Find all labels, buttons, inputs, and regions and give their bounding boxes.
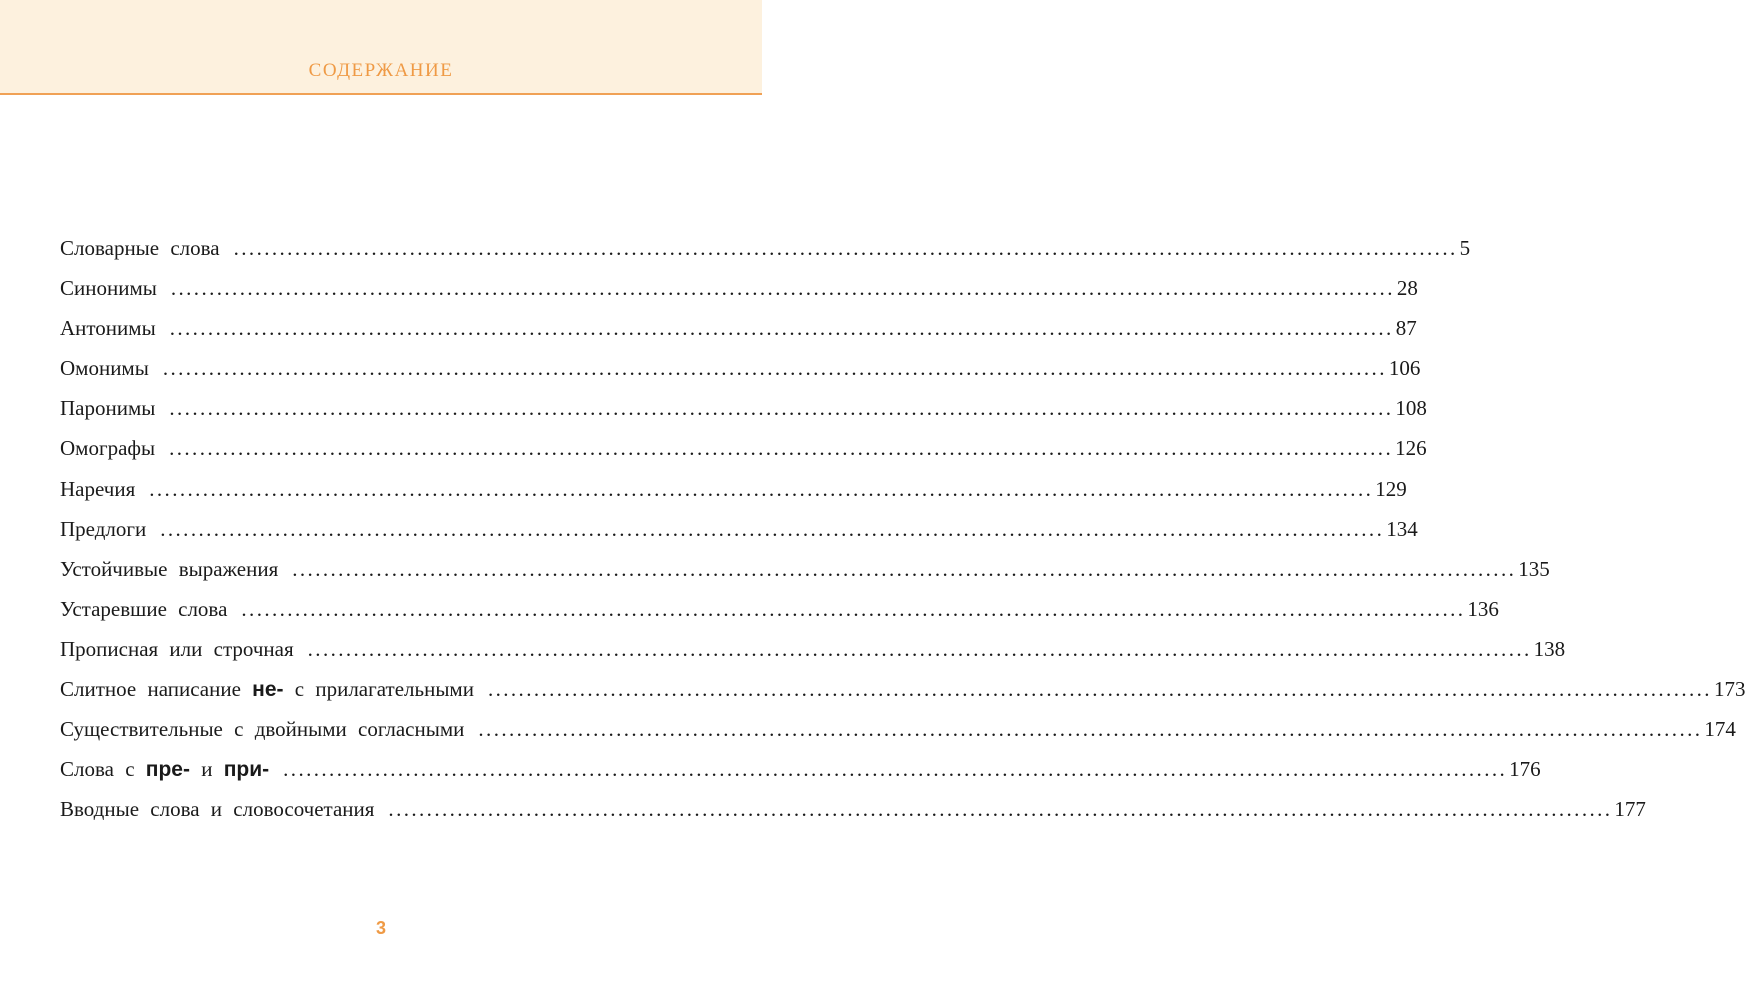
toc-leader-dots: ................................................................................................................................................................ — [307, 636, 1532, 661]
toc-leader-dots: ................................................................................................................................................................ — [160, 516, 1385, 541]
toc-leader-dots: ................................................................................................................................................................ — [169, 396, 1394, 421]
toc-entry-page: 174 — [1704, 717, 1736, 742]
toc-leader-dots: ................................................................................................................................................................ — [487, 677, 1712, 702]
toc-entry-bold-prefix: при- — [223, 758, 270, 782]
toc-leader-dots: ................................................................................................................................................................ — [169, 316, 1394, 341]
toc-leader-dots: ................................................................................................................................................................ — [170, 276, 1395, 301]
toc-entry[interactable] — [60, 556, 1550, 597]
toc-entry-bold-prefix: не- — [252, 678, 284, 702]
toc-leader-dots: ................................................................................................................................................................ — [169, 436, 1394, 461]
toc-entry-title: Слова с пре- и при- — [60, 757, 270, 782]
toc-entry-title: Омонимы — [60, 356, 149, 381]
toc-entry[interactable] — [60, 797, 1646, 837]
toc-entry[interactable] — [60, 596, 1499, 637]
toc-entry-title: Устаревшие слова — [60, 596, 228, 621]
toc-entry[interactable] — [60, 276, 1418, 316]
toc-entry-title: Словарные слова — [60, 236, 220, 260]
toc-leader-dots: ................................................................................................................................................................ — [233, 236, 1458, 260]
toc-entry-title: Существительные с двойными согласными — [60, 717, 465, 742]
toc-entry-page: 176 — [1509, 757, 1541, 782]
toc-entry-title: Омографы — [60, 436, 156, 461]
toc-entry-page: 28 — [1396, 276, 1418, 301]
toc-entry[interactable] — [60, 516, 1418, 557]
toc-entry-title: Антонимы — [60, 316, 156, 341]
toc-entry-page: 129 — [1375, 476, 1407, 501]
toc-entry-page: 106 — [1388, 356, 1421, 381]
toc-entry-bold-prefix: пре- — [145, 758, 190, 782]
page-title: СОДЕРЖАНИЕ — [308, 60, 454, 81]
toc-entry-page: 126 — [1395, 436, 1427, 461]
toc-entry-page: 135 — [1518, 556, 1550, 581]
table-of-contents — [60, 236, 1745, 837]
toc-entry-page: 5 — [1459, 236, 1471, 260]
toc-entry-page: 108 — [1395, 396, 1427, 421]
toc-entry-page: 138 — [1533, 636, 1566, 661]
toc-entry[interactable] — [60, 436, 1427, 476]
toc-entry[interactable] — [60, 636, 1566, 677]
toc-entry[interactable] — [60, 396, 1427, 436]
page-number: 3 — [375, 918, 386, 938]
toc-entry-page: 136 — [1467, 596, 1499, 621]
toc-entry[interactable] — [60, 236, 1471, 276]
toc-entry[interactable] — [60, 476, 1407, 517]
toc-leader-dots: ................................................................................................................................................................ — [283, 757, 1508, 782]
toc-leader-dots: ................................................................................................................................................................ — [388, 797, 1613, 822]
toc-leader-dots: ................................................................................................................................................................ — [149, 476, 1374, 501]
toc-entry-page: 134 — [1386, 516, 1418, 541]
toc-entry[interactable] — [60, 757, 1541, 797]
toc-entry-title: Наречия — [60, 476, 136, 501]
page-header — [0, 0, 762, 95]
toc-entry-title: Прописная или строчная — [60, 636, 294, 661]
toc-entry-title: Устойчивые выражения — [60, 556, 279, 581]
toc-leader-dots: ................................................................................................................................................................ — [241, 596, 1466, 621]
toc-entry-title: Предлоги — [60, 516, 147, 541]
toc-entry[interactable] — [60, 356, 1421, 396]
toc-leader-dots: ................................................................................................................................................................ — [292, 556, 1517, 581]
toc-leader-dots: ................................................................................................................................................................ — [478, 717, 1703, 742]
toc-entry-title: Вводные слова и словосочетания — [60, 797, 375, 822]
toc-entry-title: Синонимы — [60, 276, 157, 301]
toc-leader-dots: ................................................................................................................................................................ — [162, 356, 1387, 381]
toc-entry[interactable] — [60, 717, 1736, 757]
toc-entry-title: Паронимы — [60, 396, 156, 421]
toc-entry-title: Слитное написание не- с прилагательными — [60, 677, 474, 702]
toc-entry-page: 87 — [1395, 316, 1417, 341]
toc-entry-page: 173 — [1713, 677, 1745, 702]
toc-entry[interactable] — [60, 316, 1417, 356]
toc-entry-page: 177 — [1614, 797, 1646, 822]
toc-entry[interactable] — [60, 677, 1745, 717]
